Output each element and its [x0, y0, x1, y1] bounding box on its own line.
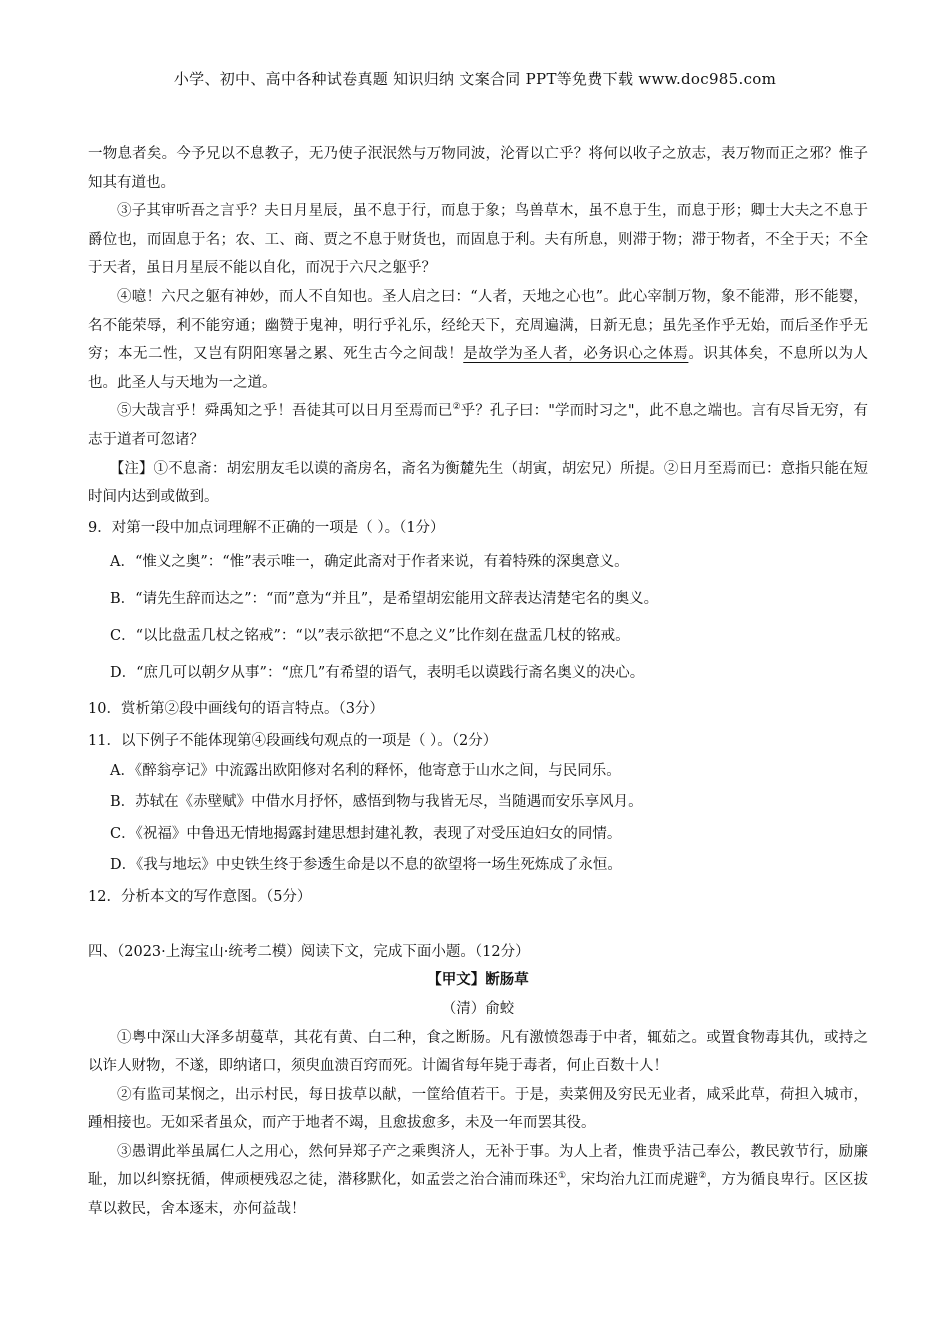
- question-11-option-b: B．苏轼在《赤壁赋》中借水月抒怀，感悟到物与我皆无尽，当随遇而安乐享风月。: [110, 794, 643, 811]
- paragraph-5-text-a: ⑤大哉言乎！舜禹知之乎！吾徒其可以日月至焉而已: [117, 403, 453, 420]
- passage-paragraph-5: [88, 397, 868, 454]
- passage-paragraph-3: ③子其审听吾之言乎？夫日月星辰，虽不息于行，而息于象；鸟兽草木，虽不息于生，而息于形；卿士大夫之不息于爵位也，而固息于名；农、工、商、贾之不息于财货也，而固息于利。夫有所息，则滞于物；滞于物者，不全于天；不全于天者，虽日月星辰不能以自化，而况于六尺之躯乎？: [88, 203, 868, 277]
- paragraph-4-text-b: 。识其体矣，不息所以为人也。此圣人与天地为一之道。: [88, 346, 869, 391]
- section-4-paragraph-1: ①粤中深山大泽多胡蔓草，其花有黄、白二种，食之断肠。凡有激愤怨毒于中者，辄茹之。或置食物毒其仇，或持之以诈人财物，不遂，即纳诸口，须臾血溃百窍而死。计阖省每年毙于毒者，何止百数十人！: [88, 1029, 868, 1075]
- question-11-option-d: D．《我与地坛》中史铁生终于参透生命是以不息的欲望将一场生死炼成了永恒。: [110, 857, 622, 874]
- paragraph-5-text-b: 乎？孔子曰："学而时习之"，此不息之端也。言有尽旨无穷，有志于道者可忽诸？: [88, 403, 869, 448]
- section-4-paragraph-3-text-b: ，宋均治九江而虎避: [566, 1172, 699, 1189]
- question-9-option-b: B．“请先生辞而达之”：“而”意为“并且”，是希望胡宏能用文辞表达清楚宅名的奥义。: [110, 590, 659, 607]
- question-9-option-c: C．“以比盘盂几杖之铭戒”：“以”表示欲把“不息之义”比作刻在盘盂几杖的铭戒。: [110, 627, 630, 644]
- section-4-paragraph-2: ②有监司某悯之，出示村民，每日拔草以献，一筐给值若干。于是，卖菜佣及穷民无业者，咸采此草，荷担入城市，踵相接也。无如采者虽众，而产于地者不竭，且愈拔愈多，未及一年而罢其役。: [88, 1086, 868, 1132]
- footnote-marker-1: ①: [557, 1171, 567, 1182]
- section-4-paragraph-3: [88, 1138, 868, 1224]
- section-4-author: （清）俞蛟: [441, 1000, 515, 1017]
- question-11-option-c: C．《祝福》中鲁迅无情地揭露封建思想封建礼教，表现了对受压迫妇女的同情。: [110, 825, 622, 842]
- question-9-option-a: A．“惟义之奥”：“惟”表示唯一，确定此斋对于作者来说，有着特殊的深奥意义。: [110, 553, 629, 570]
- passage-continuation: 一物息者矣。今予兄以不息教子，无乃使子泯泯然与万物同波，沦胥以亡乎？将何以收子之放志，表万物而正之邪？惟子知其有道也。: [88, 146, 868, 191]
- footnote-marker: ②: [452, 402, 461, 413]
- page-header: 小学、初中、高中各种试卷真题 知识归纳 文案合同 PPT等免费下载 www.doc985.com: [173, 70, 777, 88]
- paragraph-4-text-a: ④噫！六尺之躯有神妙，而人不自知也。圣人启之曰：“人者，天地之心也”。此心宰制万物，象不能滞，形不能婴，名不能荣辱，利不能穷通；幽赞于鬼神，明行乎礼乐，经纶天下，充周遍满，日新无息；虽先圣作乎无始，而后圣作乎无穷；本无二性，又岂有阴阳寒暑之累、死生古今之间哉！: [88, 288, 868, 363]
- question-9-option-d: D．“庶几可以朝夕从事”：“庶几”有希望的语气，表明毛以谟践行斋名奥义的决心。: [110, 664, 645, 681]
- section-gap: [88, 912, 868, 938]
- question-10: 10．赏析第②段中画线句的语言特点。（3分）: [88, 700, 384, 717]
- passage-paragraph-4: [88, 283, 868, 397]
- underlined-sentence: 是故学为圣人者，必务识心之体焉: [463, 346, 689, 363]
- question-12: 12．分析本文的写作意图。（5分）: [88, 888, 312, 905]
- question-11-option-a: A．《醉翁亭记》中流露出欧阳修对名利的释怀，他寄意于山水之间，与民同乐。: [110, 762, 621, 779]
- question-11: 11．以下例子不能体现第④段画线句观点的一项是（ ）。（2分）: [88, 732, 498, 749]
- section-4-paragraph-3-text-c: ，方为循良卑行。区区拔草以救民，舍本逐末，亦何益哉！: [88, 1172, 869, 1218]
- passage-note: 【注】①不息斋：胡宏朋友毛以谟的斋房名，斋名为衡麓先生（胡寅，胡宏兄）所提。②日月至焉而已：意指只能在短时间内达到或做到。: [88, 460, 868, 506]
- question-9: 9．对第一段中加点词理解不正确的一项是（ ）。（1分）: [88, 519, 445, 536]
- section-4-title: 【甲文】断肠草: [427, 971, 529, 989]
- footnote-marker-2: ②: [698, 1171, 707, 1182]
- document-body: [88, 140, 868, 1224]
- section-4-paragraph-3-text-a: ③愚谓此举虽属仁人之用心，然何异郑子产之乘舆济人，无补于事。为人上者，惟贵乎洁己奉公，教民敦节行，励廉耻，加以纠察抚循，俾顽梗残忍之徒，潜移默化，如孟尝之治合浦而珠还: [88, 1143, 868, 1189]
- section-4-heading: 四、（2023·上海宝山·统考二模）阅读下文，完成下面小题。（12分）: [88, 943, 530, 960]
